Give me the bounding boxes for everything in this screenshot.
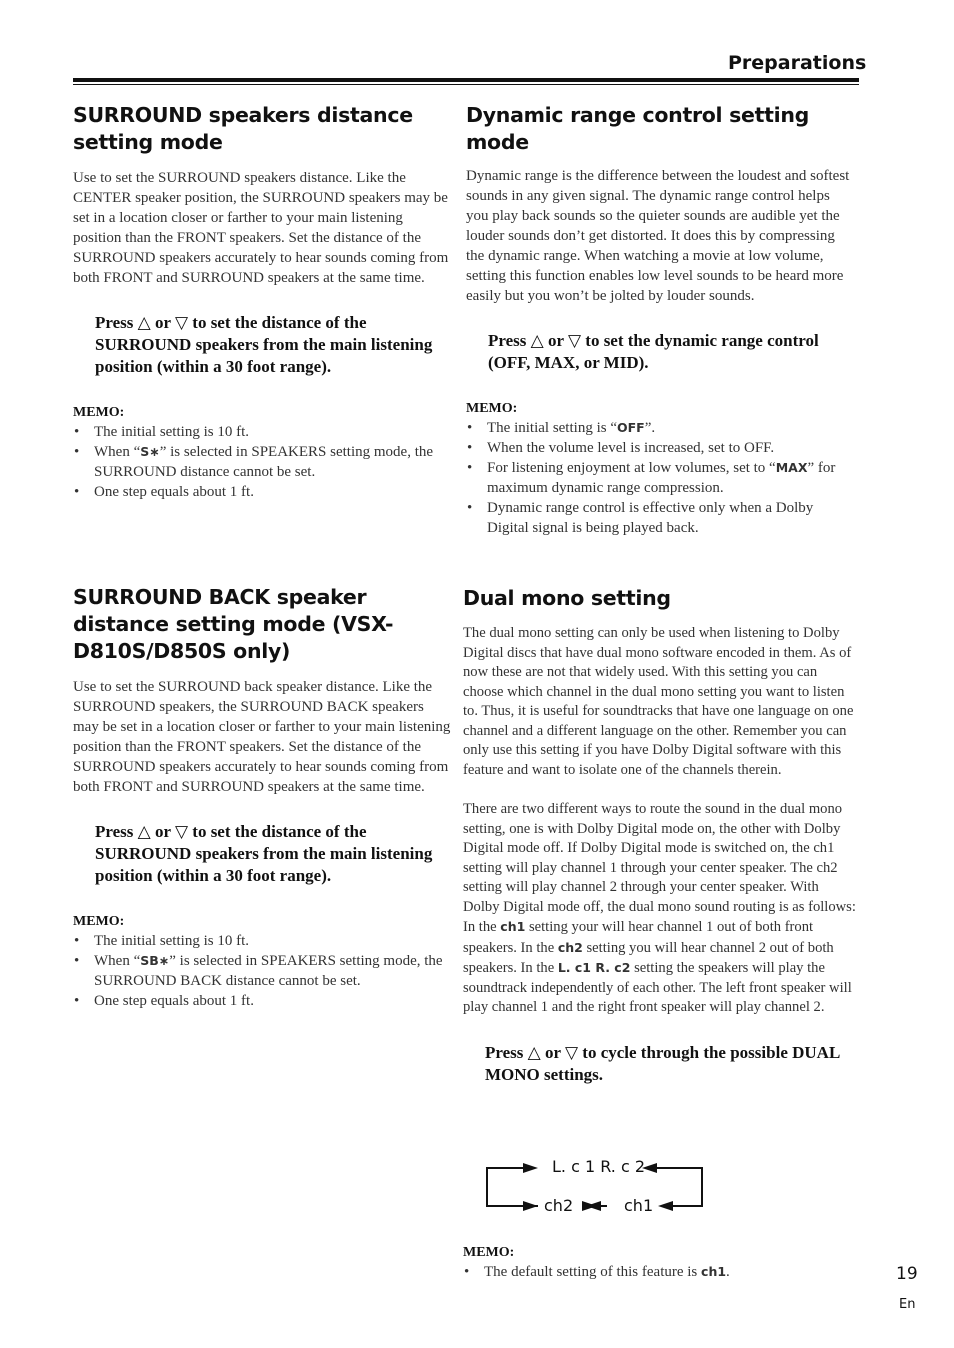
surround-back-section: [73, 584, 451, 1011]
dual-mono-body: The dual mono setting can only be used when listening to Dolby Digital discs that have dual mono software encoded in them. As of now these are not that widely used. With this setting you can choose which channel in the dual mono setting you want to listen to. Thus, it is useful for soundtracks that have one language on one channel and a different language on the other. Remember you can only use this setting if you have Dolby Digital software with this feature and want to isolate one of the channels therein.: [463, 625, 854, 778]
memo-item: • The initial setting is “OFF”.: [466, 418, 856, 438]
left-loop-line: [487, 1168, 538, 1206]
memo-item: • When the volume level is increased, set to OFF.: [466, 438, 856, 458]
surround-memo-label: MEMO:: [73, 405, 125, 420]
dual-mono-routing: There are two different ways to route the sound in the dual mono setting, one is with Dolby Digital mode on, the other with Dolby Digital mode off. If Dolby Digital mode is switched on, the ch1 setting will play channel 1 through your center speaker. The ch2 setting will play channel 2 through your center speaker. With Dolby Digital mode off, the dual mono sound routing is as follows: In the ch1 setting your will hear channel 1 out of both front speakers. In the ch2 setting you will hear channel 2 out of both speakers. In the L. c1 R. c2 setting the speakers will play the soundtrack independently of each other. The left front speaker will play channel 1 and the right front speaker will play channel 2.: [463, 801, 856, 1015]
memo-item: • When “SB∗” is selected in SPEAKERS setting mode, the SURROUND BACK distance cannot be set.: [73, 951, 451, 991]
dynamic-range-heading: Dynamic range control setting mode: [466, 103, 810, 154]
diagram-label-ch2: ch2: [544, 1196, 574, 1215]
memo-item: • One step equals about 1 ft.: [73, 991, 451, 1011]
memo-item: • For listening enjoyment at low volumes, set to “MAX” for maximum dynamic range compression.: [466, 458, 856, 498]
code-text: L. c1 R. c2: [557, 960, 631, 975]
surround-back-instruction: Press △ or ▽ to set the distance of the SURROUND speakers from the main listening position (within a 30 foot range).: [95, 822, 433, 885]
right-loop-line: [657, 1168, 702, 1206]
dual-mono-instruction: Press △ or ▽ to cycle through the possible DUAL MONO settings.: [485, 1042, 840, 1084]
dynamic-range-body: Dynamic range is the difference between the loudest and softest sounds in any given signal. The dynamic range control helps you play back sounds so the quieter sounds are audible yet the louder sounds don’t get distorted. It does this by compressing the dynamic range. When watching a movie at low volume, setting this function enables low level sounds to be heard more easily but you won’t be jolted by louder sounds.: [466, 168, 850, 304]
dynamic-range-memo-list: [466, 418, 856, 538]
code-text: ch1: [500, 919, 526, 934]
surround-section: [73, 102, 451, 502]
surround-back-heading: SURROUND BACK speaker distance setting mode (VSX-D810S/D850S only): [73, 585, 394, 663]
code-text: MAX: [775, 460, 808, 475]
page-language: En: [899, 1297, 916, 1312]
dual-mono-memo-label: MEMO:: [463, 1245, 515, 1260]
surround-memo-list: [73, 422, 451, 502]
arrowhead-right-top: [523, 1163, 538, 1173]
dual-mono-memo-list: [463, 1262, 857, 1282]
memo-item: • The initial setting is 10 ft.: [73, 422, 451, 442]
dual-mono-section: [463, 585, 857, 1086]
code-text: ch2: [557, 939, 583, 955]
code-text: SB∗: [140, 953, 170, 968]
surround-back-memo-list: [73, 931, 451, 1011]
dual-mono-heading: Dual mono setting: [463, 586, 671, 610]
dual-mono-memo: [463, 1244, 857, 1282]
memo-item: • The initial setting is 10 ft.: [73, 931, 451, 951]
code-text: S∗: [140, 444, 160, 459]
header-rule-thin: [73, 84, 859, 85]
memo-item: • When “S∗” is selected in SPEAKERS setting mode, the SURROUND distance cannot be set.: [73, 442, 451, 482]
memo-item: • One step equals about 1 ft.: [73, 482, 451, 502]
arrowhead-left-bottom: [658, 1201, 673, 1211]
surround-back-body: Use to set the SURROUND back speaker distance. Like the SURROUND speakers, the SURROUND BACK speakers may be set in a location closer or farther to your main listening position than the FRONT speakers. Set the distance of the SURROUND speakers accurately to hear sounds coming from both FRONT and SURROUND speakers at the same time.: [73, 679, 451, 795]
memo-item: • Dynamic range control is effective only when a Dolby Digital signal is being played back.: [466, 498, 856, 538]
diagram-label-ch1: ch1: [624, 1196, 654, 1215]
header-rule: [73, 78, 859, 82]
surround-instruction: Press △ or ▽ to set the distance of the SURROUND speakers from the main listening position (within a 30 foot range).: [95, 313, 433, 376]
dynamic-range-instruction: Press △ or ▽ to set the dynamic range control (OFF, MAX, or MID).: [488, 331, 819, 372]
arrowhead-right-bottom: [523, 1201, 538, 1211]
code-text: ch1: [701, 1264, 727, 1279]
surround-back-memo-label: MEMO:: [73, 914, 125, 929]
page-number: 19: [896, 1264, 918, 1284]
dynamic-range-memo-label: MEMO:: [466, 401, 518, 416]
dual-mono-cycle-diagram: [485, 1155, 715, 1220]
dynamic-range-section: [466, 102, 856, 538]
surround-heading: SURROUND speakers distance setting mode: [73, 103, 413, 154]
surround-body: Use to set the SURROUND speakers distance. Like the CENTER speaker position, the SURROUND speakers may be set in a location closer or farther to your main listening position than the FRONT speakers. Set the distance of the SURROUND speakers accurately to hear sounds coming from both FRONT and SURROUND speakers at the same time.: [73, 170, 449, 286]
diagram-label-lc1rc2: L. c 1 R. c 2: [552, 1157, 646, 1176]
memo-item: • The default setting of this feature is ch1.: [463, 1262, 857, 1282]
arrowhead-to-ch2: [586, 1201, 601, 1211]
section-title: Preparations: [728, 52, 867, 74]
code-text: OFF: [616, 420, 645, 435]
